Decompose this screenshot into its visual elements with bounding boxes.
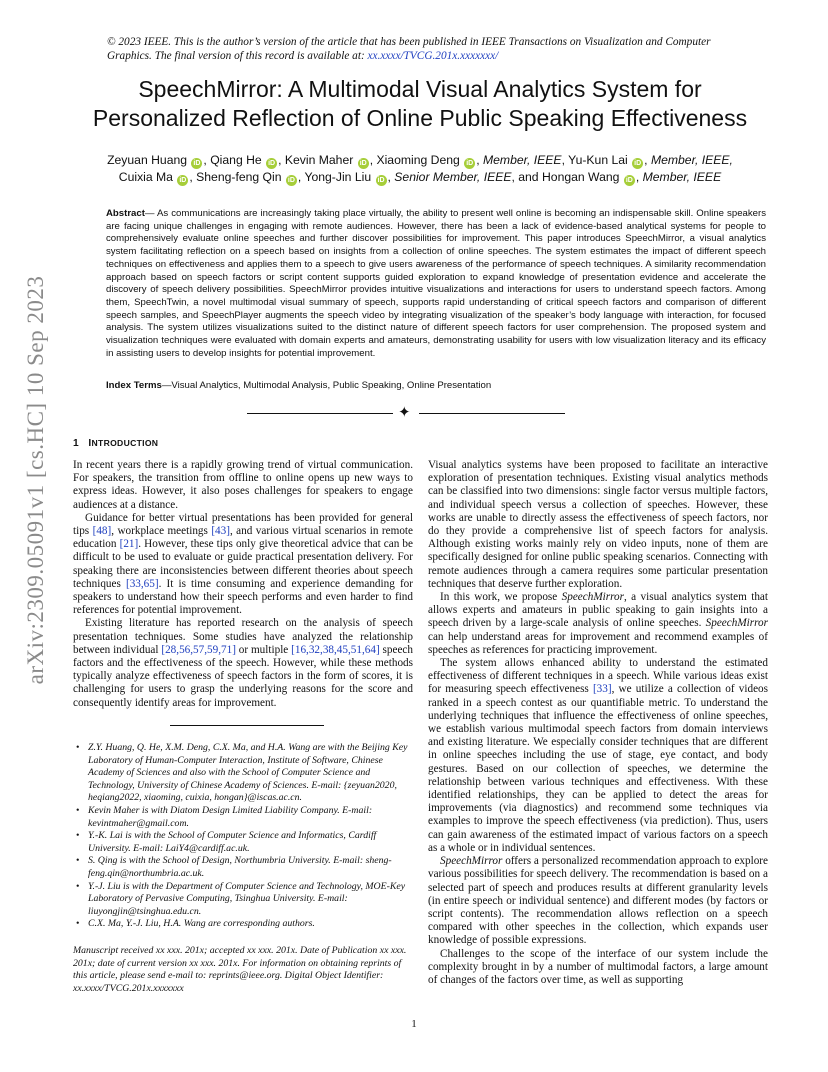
- author-conjunction: and: [518, 170, 539, 184]
- footnote-item: • Z.Y. Huang, Q. He, X.M. Deng, C.X. Ma, and H.A. Wang are with the Beijing Key Laboratory of Human-Computer Interaction, Institute of Software, Chinese Academy of Sciences and also with the School of Computer Science and Technology, University of Chinese Academy of Sciences. E-mail: {zeyuan2020, heqiang2022, xiaoming, cuixia, hongan}@iscas.ac.cn.: [73, 742, 413, 805]
- star-ornament-icon: ✦: [398, 403, 411, 421]
- author-name: Hongan Wang: [541, 170, 620, 184]
- title-line-1: SpeechMirror: A Multimodal Visual Analytics System for: [138, 76, 702, 102]
- paper-title: [75, 75, 765, 133]
- title-line-2: Personalized Reflection of Online Public Speaking Effectiveness: [92, 105, 748, 131]
- orcid-icon[interactable]: iD: [466, 160, 474, 167]
- citation-link[interactable]: [21]: [119, 538, 139, 551]
- right-column: [428, 459, 768, 987]
- footnote-item: • Y.-K. Lai is with the School of Computer Science and Informatics, Cardiff University. E-mail: LaiY4@cardiff.ac.uk.: [73, 830, 413, 855]
- orcid-icon[interactable]: iD: [268, 160, 276, 167]
- orcid-icon[interactable]: iD: [625, 177, 633, 184]
- paragraph: The system allows enhanced ability to understand the estimated effectiveness of different techniques in a speech. While various ideas exist for measuring speech effectiveness [33], we utilize a collection of videos ranked in a speech contest as our quantifiable metric. To understand the underlying techniques that influence the effectiveness of online speeches, we establish various multimodal speech factors from domain interviews and existing literature. We especially consider techniques that are different in online speeches including the use of stage, eye contact, and body gestures. Based on our collection of speeches, we determine the relationship between various techniques and effectiveness. With these identified relationships, they can be applied to detect the areas for improvements (via diagnostics) and recommend some techniques via examples to improve the speech effectiveness (via prediction). Thus, users can gain awareness of the estimated impact of various factors on a speech as a whole or in individual sentences.: [428, 657, 769, 854]
- orcid-icon[interactable]: iD: [359, 160, 367, 167]
- orcid-icon[interactable]: iD: [287, 177, 295, 184]
- footnote-rule: [170, 725, 324, 726]
- author-list: Zeyuan Huang iD , Qiang He iD , Kevin Maher iD , Xiaoming Deng iD , Member, IEEE, Yu-Kun Lai iD , Member, IEEE, Cuixia Ma iD , Sheng-feng Qin iD , Yong-Jin Liu iD , Senior Member, IEEE, and Hongan Wang iD , Member, IEEE: [107, 153, 733, 184]
- author-name: Yu-Kun Lai: [568, 153, 628, 167]
- footnote-item: • Kevin Maher is with Diatom Design Limited Liability Company. E-mail: kevintmaher@gmail.com.: [73, 805, 413, 830]
- left-column: [73, 459, 413, 710]
- author-role: Member, IEEE,: [650, 153, 733, 167]
- orcid-icon[interactable]: iD: [193, 160, 201, 167]
- abstract-label: Abstract: [106, 208, 145, 219]
- paragraph: Existing literature has reported research on the analysis of speech presentation techniques. Some studies have analyzed the relationship between individual [28,56,57,59,71] or multiple [16,32,38,45,51,64] speech factors and the effectiveness of the speech. However, while these methods typically analyze effectiveness of speech factors in the form of scores, it is challenging for users to grasp the underlying reasons for the score and consequently identify areas for improvement.: [73, 617, 413, 709]
- paragraph: Guidance for better virtual presentations has been provided for general tips [48], workplace meetings [43], and various virtual scenarios in remote education [21]. However, these tips only give theoretical advice that can be difficult to be used to evaluate or guide practical presentation delivery. For speaking there are inconsistencies between different theories about speech techniques [33,65]. It is time consuming and experience demanding for speakers to understand how their speech performs and even harder to find references for potential improvement.: [73, 511, 413, 617]
- orcid-icon[interactable]: iD: [179, 177, 187, 184]
- citation-link[interactable]: [48]: [92, 525, 112, 538]
- author-name: Zeyuan Huang: [107, 153, 188, 167]
- section-divider: [247, 405, 565, 421]
- index-terms-label: Index Terms: [106, 380, 162, 391]
- index-terms: [106, 380, 766, 393]
- author-name: Yong-Jin Liu: [304, 170, 372, 184]
- citation-link[interactable]: [16,32,38,45,51,64]: [291, 643, 380, 656]
- orcid-icon[interactable]: iD: [377, 177, 385, 184]
- manuscript-info: Manuscript received xx xxx. 201x; accepted xx xxx. 201x. Date of Publication xx xxx. 201x; date of current version xx xxx. 201x. For information on obtaining reprints of this article, please send e-mail to: reprints@ieee.org. Digital Object Identifier: xx.xxxx/TVCG.201x.xxxxxxx: [73, 945, 407, 994]
- affiliation-footnotes: [73, 742, 413, 931]
- page-number: 1: [411, 1018, 417, 1030]
- author-name: Kevin Maher: [284, 153, 354, 167]
- citation-link[interactable]: [43]: [211, 525, 230, 538]
- paragraph: In this work, we propose SpeechMirror, a visual analytics system that allows experts and amateurs in public speaking to gain insights into a speech driven by a large-scale analysis of online speeches. SpeechMirror can help understand areas for improvement and recommend examples of speeches as references for practicing improvement.: [428, 591, 768, 656]
- author-role: Senior Member, IEEE: [394, 170, 512, 184]
- abstract: [106, 208, 766, 360]
- paragraph: SpeechMirror offers a personalized recommendation approach to explore various possibilities for speech delivery. The recommendation is based on a selected part of speech and produces results at different granularity levels (in entire speech or individual sentence) and different modes (by factors or script contents). The recommendation allows reflection on a speech compared with other speeches in the collection, which expands user knowledge of possible expressions.: [428, 855, 768, 947]
- abstract-text: — As communications are increasingly taking place virtually, the ability to present well online is becoming an indispensable skill. Online speakers are facing unique challenges in engaging with remote audiences. However, there has been a lack of evidence-based analytical systems for people to comprehensively evaluate online speeches and further discover possibilities for improvement. This paper introduces SpeechMirror, a visual analytics system facilitating reflection on a speech based on insights from a collection of online speeches. The system estimates the impact of different speech techniques on effectiveness and applies them to a speech to give users awareness of the performance of speech techniques. A similarity recommendation approach based on speech factors or script content supports guided exploration to expand knowledge of presentation evidence and accelerate the discovery of speech delivery possibilities. SpeechMirror provides intuitive visualizations and interactions for users to understand speech factors. Among them, SpeechTwin, a novel multimodal visual summary of speech, supports rapid understanding of critical speech factors and comparison of different speech samples, and SpeechPlayer augments the speech video by integrating visualization of the speaker’s body language with interaction, for focused analysis. The system utilizes visualizations suited to the distinct nature of different speech factors for user comprehension. The proposed system and visualization techniques were evaluated with domain experts and amateurs, demonstrating usability for users with low visualization literacy and its efficacy in assisting users to develop insights for potential improvement.: [106, 208, 766, 359]
- author-name: Sheng-feng Qin: [196, 170, 282, 184]
- footnote-item: • S. Qing is with the School of Design, Northumbria University. E-mail: sheng-feng.qin@northumbria.ac.uk.: [73, 855, 413, 880]
- paragraph: Challenges to the scope of the interface of our system include the complexity brought in by a number of multimodal factors, a large amount of changes of the factors over time, as well as supporting: [428, 947, 768, 986]
- citation-link[interactable]: [33,65]: [125, 577, 159, 590]
- divider-line-right: [419, 413, 565, 414]
- paragraph: In recent years there is a rapidly growing trend of virtual communication. For speakers, the transition from offline to online opens up new ways to express ideas. However, it also poses challenges for speakers to engage audiences at a distance.: [73, 459, 413, 511]
- citation-link[interactable]: [28,56,57,59,71]: [161, 643, 236, 656]
- author-role: Member, IEEE: [482, 153, 562, 167]
- section-heading: 1 INTRODUCTION: [73, 438, 159, 449]
- author-role: Member, IEEE: [642, 170, 722, 184]
- doi-link[interactable]: xx.xxxx/TVCG.201x.xxxxxxx/: [367, 50, 499, 62]
- arxiv-identifier: arXiv:2309.05091v1 [cs.HC] 10 Sep 2023: [23, 275, 48, 685]
- author-name: Qiang He: [210, 153, 262, 167]
- footnote-item: • C.X. Ma, Y.-J. Liu, H.A. Wang are corresponding authors.: [73, 918, 413, 931]
- footnote-item: • Y.-J. Liu is with the Department of Computer Science and Technology, MOE-Key Laboratory of Pervasive Computing, Tsinghua University. E-mail: liuyongjin@tsinghua.edu.cn.: [73, 881, 413, 919]
- orcid-icon[interactable]: iD: [634, 160, 642, 167]
- copyright-notice: © 2023 IEEE. This is the author’s version of the article that has been published in IEEE Transactions on Visualization and Computer Graphics. The final version of this record is available at: xx.xxxx/TVCG.201x.xxxxxxx/: [107, 36, 711, 62]
- index-terms-text: —Visual Analytics, Multimodal Analysis, Public Speaking, Online Presentation: [161, 380, 492, 391]
- divider-line-left: [247, 413, 393, 414]
- author-name: Cuixia Ma: [118, 170, 173, 184]
- citation-link[interactable]: [33]: [592, 683, 612, 696]
- paragraph: Visual analytics systems have been proposed to facilitate an interactive exploration of presentation techniques. Existing visual analytics methods can be classified into two dimensions: single factor versus multiple factors, and individual speech versus a collection of speeches. However, these works are unable to directly assess the effectiveness of speech factors, nor do they provide a comprehensive list of speech factors for analysis. Although existing works mainly rely on video inputs, none of them are specifically designed for online public speaking scenarios. Connecting with remote audiences through a camera requires some particular presentation techniques that deserve further exploration.: [428, 459, 768, 590]
- author-name: Xiaoming Deng: [376, 153, 460, 167]
